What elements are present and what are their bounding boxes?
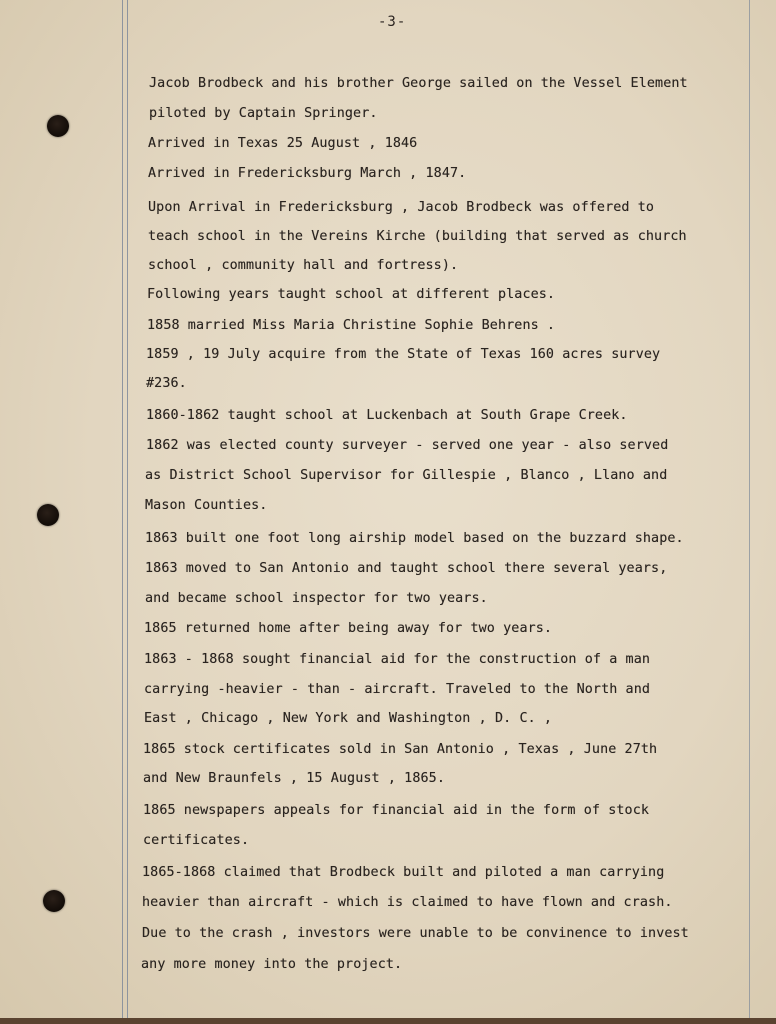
text-line: certificates. [143, 833, 250, 848]
text-line: 1865 stock certificates sold in San Antonio , Texas , June 27th [143, 742, 658, 757]
text-line: 1863 moved to San Antonio and taught school there several years, [145, 561, 668, 576]
text-line: 1859 , 19 July acquire from the State of Texas 160 acres survey [146, 347, 661, 362]
text-line: Arrived in Texas 25 August , 1846 [148, 136, 418, 151]
text-line: 1865-1868 claimed that Brodbeck built and piloted a man carrying [142, 865, 665, 880]
text-line: East , Chicago , New York and Washington , D. C. , [144, 711, 553, 726]
text-line: piloted by Captain Springer. [149, 106, 378, 121]
text-line: 1860-1862 taught school at Luckenbach at South Grape Creek. [146, 408, 628, 423]
text-line: any more money into the project. [141, 957, 403, 972]
text-line: 1858 married Miss Maria Christine Sophie Behrens . [147, 318, 556, 333]
text-line: 1865 newspapers appeals for financial aid in the form of stock [143, 803, 650, 818]
text-line: 1865 returned home after being away for two years. [144, 621, 553, 636]
text-line: Jacob Brodbeck and his brother George sailed on the Vessel Element [149, 76, 688, 91]
text-line: Mason Counties. [145, 498, 268, 513]
text-line: Following years taught school at different places. [147, 287, 556, 302]
table-surface-edge [0, 1018, 776, 1024]
text-line: 1863 built one foot long airship model based on the buzzard shape. [145, 531, 684, 546]
text-line: Due to the crash , investors were unable to be convinence to invest [142, 926, 689, 941]
text-line: #236. [146, 376, 187, 391]
page-number: -3- [378, 14, 407, 30]
text-line: Arrived in Fredericksburg March , 1847. [148, 166, 467, 181]
text-line: and became school inspector for two years. [145, 591, 488, 606]
text-line: as District School Supervisor for Gillespie , Blanco , Llano and [145, 468, 668, 483]
text-line: 1862 was elected county surveyer - served one year - also served [146, 438, 669, 453]
text-line: and New Braunfels , 15 August , 1865. [143, 771, 445, 786]
text-line: Upon Arrival in Fredericksburg , Jacob Brodbeck was offered to [148, 200, 655, 215]
text-line: school , community hall and fortress). [148, 258, 459, 273]
text-line: teach school in the Vereins Kirche (building that served as church [148, 229, 687, 244]
text-line: 1863 - 1868 sought financial aid for the construction of a man [144, 652, 651, 667]
text-line: carrying -heavier - than - aircraft. Traveled to the North and [144, 682, 651, 697]
text-line: heavier than aircraft - which is claimed to have flown and crash. [142, 895, 673, 910]
